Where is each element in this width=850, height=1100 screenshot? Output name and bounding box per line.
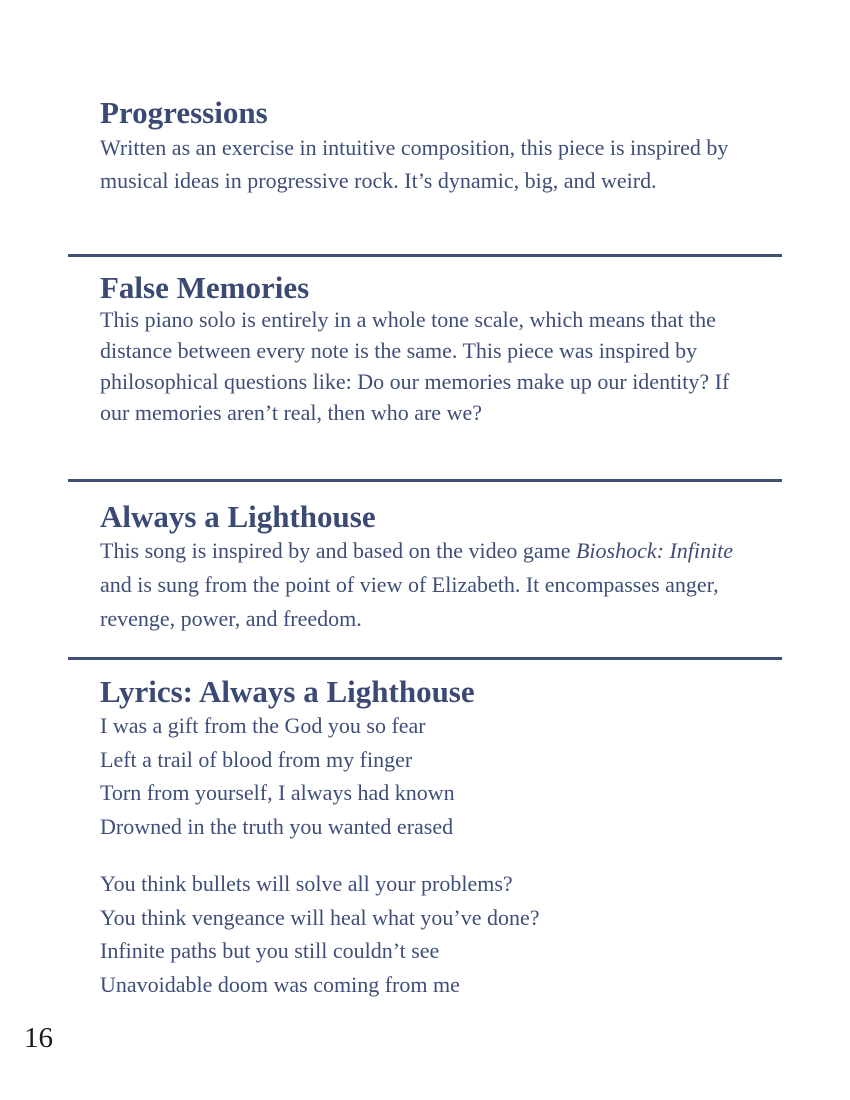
lyric-line: Infinite paths but you still couldn’t see [100,938,440,963]
lyric-line: You think vengeance will heal what you’ve done? [100,904,540,930]
lyric-line: Unavoidable doom was coming from me [100,971,460,997]
lyrics-stanza-1 [100,709,760,843]
lyric-line: You think bullets will solve all your problems? [100,871,513,896]
divider [68,657,782,660]
section-title: Always a Lighthouse [100,499,376,534]
lyric-line: Drowned in the truth you wanted erased [100,813,454,839]
section-progressions [100,95,760,197]
lyric-line: I was a gift from the God you so fear [100,713,426,738]
section-false-memories [100,270,760,428]
divider [68,254,782,257]
section-body: This piano solo is entirely in a whole tone scale, which means that the distance between every note is the same. This piece was inspired by philosophical questions like: Do our memories make up our identity? If our memories aren’t real, then who are we? [100,307,730,425]
section-body [100,534,760,636]
lyric-line: Torn from yourself, I always had known [100,780,455,805]
section-lyrics [100,674,760,1001]
section-title: False Memories [100,270,310,305]
section-body: Written as an exercise in intuitive composition, this piece is inspired by musical ideas in progressive rock. It’s dynamic, big, and weird. [100,135,729,193]
game-title: Bioshock: Infinite [575,538,733,563]
page-number: 16 [24,1022,53,1054]
lyrics-stanza-2 [100,867,760,1001]
section-always-a-lighthouse [100,499,760,636]
body-text: This song is inspired by and based on the video game [100,538,571,563]
section-title: Lyrics: Always a Lighthouse [100,674,475,709]
divider [68,479,782,482]
lyric-line: Left a trail of blood from my finger [100,746,413,772]
section-title: Progressions [100,95,268,130]
body-text: and is sung from the point of view of Elizabeth. It encompasses anger, revenge, power, and freedom. [100,572,719,631]
